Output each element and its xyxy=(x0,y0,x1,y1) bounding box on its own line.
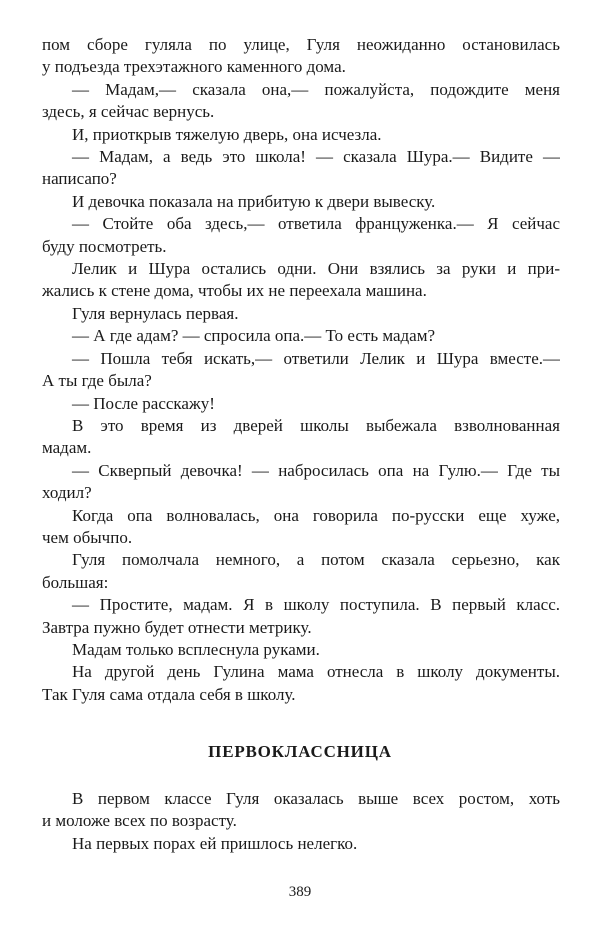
paragraph xyxy=(42,415,560,460)
paragraph xyxy=(42,34,560,79)
paragraph xyxy=(42,348,560,393)
text-line: ходил? xyxy=(42,483,92,503)
text-line: мадам. xyxy=(42,438,92,458)
text-line: Мадам только всплеснула руками. xyxy=(72,639,320,659)
text-line: большая: xyxy=(42,572,109,592)
paragraph xyxy=(42,594,560,639)
text-line: В это время из дверей школы выбежала взволнованная xyxy=(72,415,560,435)
text-line: — Скверпый девочка! — набросилась опа на Гулю.— Где ты xyxy=(72,460,560,480)
text-line: На первых порах ей пришлось нелегко. xyxy=(72,833,358,853)
body-text xyxy=(42,34,560,706)
paragraph xyxy=(42,505,560,550)
text-line: — Простите, мадам. Я в школу поступила. В первый класс. xyxy=(72,595,560,615)
paragraph xyxy=(42,661,560,706)
page-number: 389 xyxy=(288,884,312,900)
chapter-heading: ПЕРВОКЛАССНИЦА xyxy=(208,742,392,761)
text-line: — Мадам,— сказала она,— пожалуйста, подождите меня xyxy=(72,79,560,99)
text-line: И, приоткрыв тяжелую дверь, она исчезла. xyxy=(72,124,382,144)
paragraph xyxy=(42,303,560,325)
paragraph xyxy=(42,549,560,594)
text-line: пом сборе гуляла по улице, Гуля неожиданно остановилась xyxy=(42,35,560,54)
paragraph xyxy=(42,393,560,415)
text-line: буду посмотреть. xyxy=(42,236,167,256)
text-line: чем обычпо. xyxy=(42,527,133,547)
text-line: — Пошла тебя искать,— ответили Лелик и Шура вместе.— xyxy=(72,348,560,368)
text-line: — Мадам, а ведь это школа! — сказала Шура.— Видите — xyxy=(72,147,560,167)
paragraph xyxy=(42,833,560,855)
paragraph xyxy=(42,639,560,661)
text-line: На другой день Гулина мама отнесла в школу документы. xyxy=(72,662,560,682)
text-line: В первом классе Гуля оказалась выше всех ростом, хоть xyxy=(72,789,560,808)
text-line: Гуля помолчала немного, а потом сказала серьезно, как xyxy=(72,550,560,570)
paragraph xyxy=(42,460,560,505)
text-line: у подъезда трехэтажного каменного дома. xyxy=(42,57,346,77)
text-line: Лелик и Шура остались одни. Они взялись за руки и при- xyxy=(72,259,560,279)
paragraph xyxy=(42,79,560,124)
text-line: здесь, я сейчас вернусь. xyxy=(42,102,215,122)
text-line: — А где адам? — спросила опа.— То есть мадам? xyxy=(72,326,436,346)
paragraph xyxy=(42,258,560,303)
text-line: и моложе всех по возрасту. xyxy=(42,811,237,831)
paragraph xyxy=(42,213,560,258)
text-line: Завтра пужно будет отнести метрику. xyxy=(42,617,312,637)
chapter-text xyxy=(42,788,560,855)
paragraph xyxy=(42,788,560,833)
text-line: Когда опа волновалась, она говорила по-русски еще хуже, xyxy=(72,505,560,525)
paragraph xyxy=(42,124,560,146)
text-line: — Стойте оба здесь,— ответила француженка.— Я сейчас xyxy=(72,214,560,234)
paragraph xyxy=(42,325,560,347)
text-line: И девочка показала на прибитую к двери вывеску. xyxy=(72,191,436,211)
paragraph xyxy=(42,191,560,213)
text-line: жались к стене дома, чтобы их не переехала машина. xyxy=(42,281,427,301)
paragraph xyxy=(42,146,560,191)
text-line: А ты где была? xyxy=(42,371,152,391)
text-line: Так Гуля сама отдала себя в школу. xyxy=(42,684,296,704)
text-line: Гуля вернулась первая. xyxy=(72,303,239,323)
text-line: написапо? xyxy=(42,169,117,189)
text-line: — После расскажу! xyxy=(72,393,215,413)
